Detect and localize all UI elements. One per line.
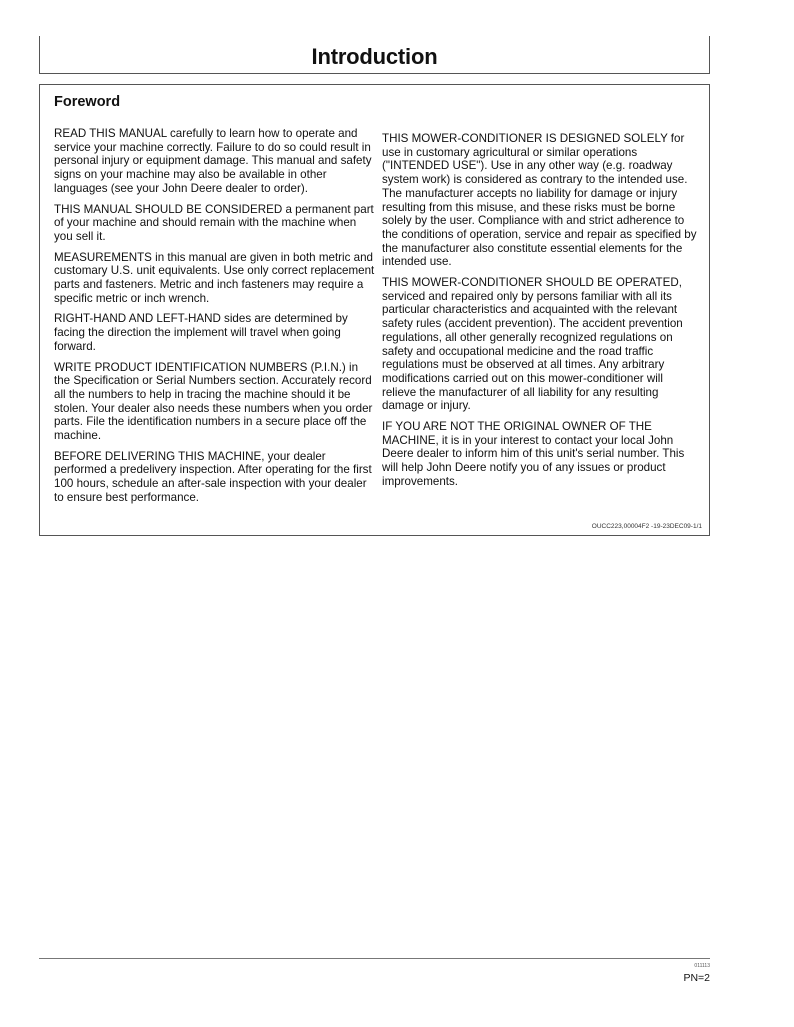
paragraph-read-manual: READ THIS MANUAL carefully to learn how to operate and service your machine correctly. Failure to do so could result in personal injury or equipment damage. This manual and safety signs on your machine may also be available in other languages (see your John Deere dealer to order).: [54, 127, 372, 195]
paragraph-permanent-part: THIS MANUAL SHOULD BE CONSIDERED a permanent part of your machine and should remain with the machine when you sell it.: [54, 202, 374, 243]
section-title: Foreword: [54, 94, 121, 110]
document-id: OUCC223,00004F2 -19-23DEC09-1/1: [591, 523, 702, 530]
footer-divider: [39, 958, 710, 959]
right-column: [382, 132, 700, 496]
page-title: Introduction: [311, 44, 438, 69]
paragraph-original-owner: IF YOU ARE NOT THE ORIGINAL OWNER OF THE MACHINE, it is in your interest to contact your local John Deere dealer to inform him of this unit's serial number. This will help John Deere notify you of any issues or product improvements.: [382, 420, 685, 488]
foreword-section: [39, 84, 710, 536]
left-column: [54, 127, 376, 512]
paragraph-sides: RIGHT-HAND AND LEFT-HAND sides are determined by facing the direction the implement will travel when going forward.: [54, 312, 348, 353]
paragraph-delivery: BEFORE DELIVERING THIS MACHINE, your dealer performed a predelivery inspection. After operating for the first 100 hours, schedule an after-sale inspection with your dealer to ensure best performance.: [54, 449, 372, 504]
paragraph-measurements: MEASUREMENTS in this manual are given in both metric and customary U.S. unit equivalents. Use only correct replacement parts and fasteners. Metric and inch fasteners may require a specific metric or inch wrench.: [54, 250, 375, 305]
page-header: [39, 36, 710, 74]
paragraph-pin: WRITE PRODUCT IDENTIFICATION NUMBERS (P.I.N.) in the Specification or Serial Numbers section. Accurately record all the numbers to help in tracing the machine should it be stolen. Your dealer also needs these numbers when you order parts. File the identification numbers in a secure place off the machine.: [54, 360, 373, 443]
paragraph-operation: THIS MOWER-CONDITIONER SHOULD BE OPERATED, serviced and repaired only by persons familiar with all its particular characteristics and acquainted with the relevant safety rules (accident prevention). The accident prevention regulations, all other generally recognized regulations on safety and occupational medicine and the road traffic regulations must be observed at all times. Any arbitrary modifications carried out on this mower-conditioner will relieve the manufacturer of all liability for any resulting damage or injury.: [382, 276, 683, 413]
footer-code: 011113: [694, 963, 710, 969]
page-number: PN=2: [683, 972, 710, 984]
paragraph-intended-use: THIS MOWER-CONDITIONER IS DESIGNED SOLELY for use in customary agricultural or similar operations ("INTENDED USE"). Use in any other way (e.g. roadway system work) is considered as contrary to the intended use. The manufacturer accepts no liability for damage or injury resulting from this misuse, and these risks must be borne solely by the user. Compliance with and strict adherence to the conditions of operation, service and repair as specified by the manufacturer also constitute essential elements for the intended use.: [382, 132, 697, 269]
